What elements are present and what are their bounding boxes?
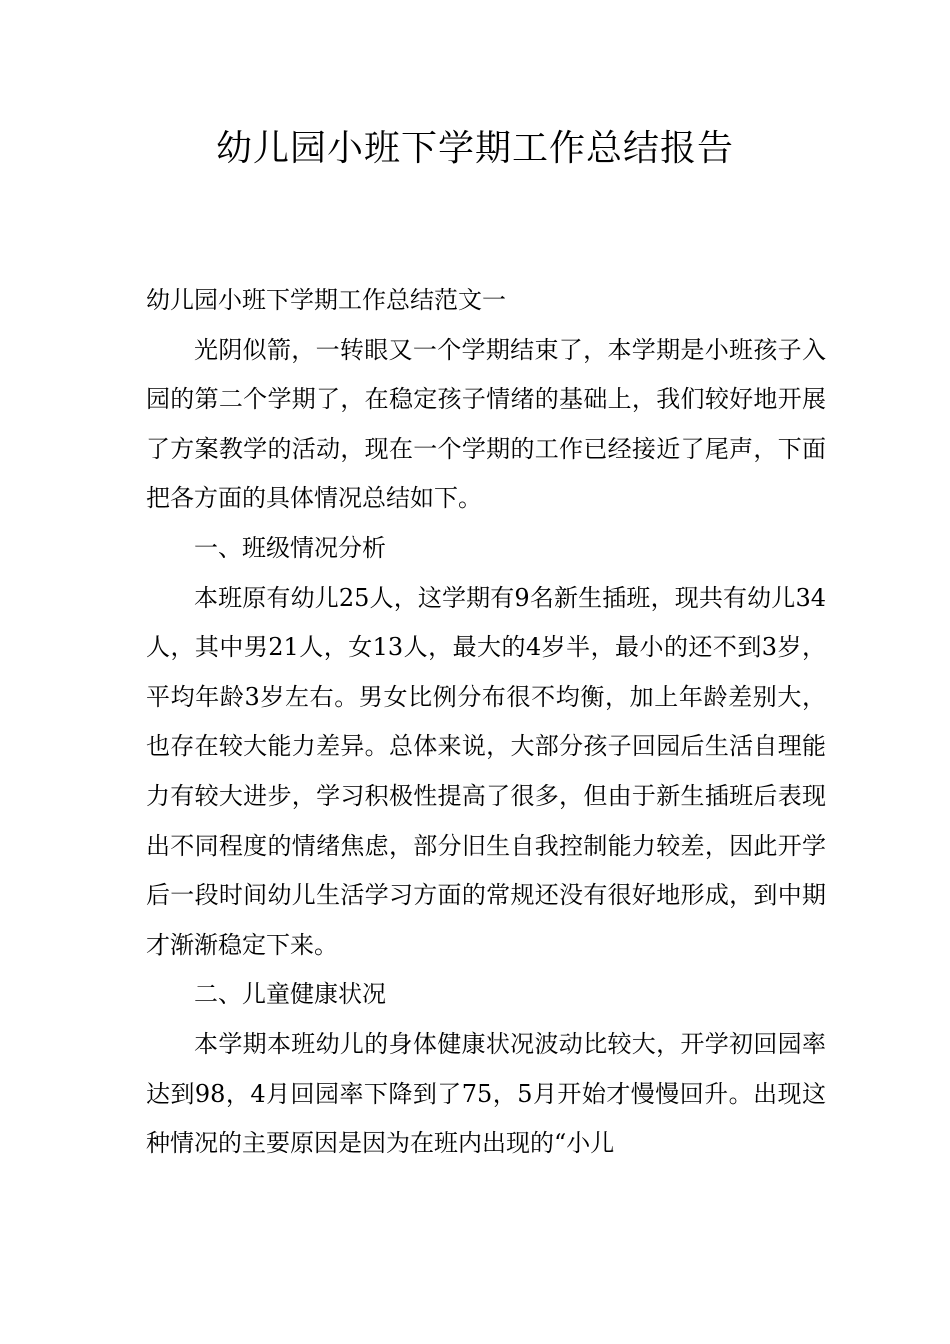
section-heading-health: 二、儿童健康状况 [194, 980, 386, 1009]
paragraph-health: 本学期本班幼儿的身体健康状况波动比较大，开学初回园率达到98，4月回园率下降到了75，5月开始才慢慢回升。出现这种情况的主要原因是因为在班内出现的“小儿 [146, 1029, 826, 1158]
paragraph-intro: 光阴似箭，一转眼又一个学期结束了，本学期是小班孩子入园的第二个学期了，在稳定孩子情绪的基础上，我们较好地开展了方案教学的活动，现在一个学期的工作已经接近了尾声，下面把各方面的具体情况总结如下。 [146, 335, 826, 513]
document-body [146, 276, 826, 1169]
section-subtitle: 幼儿园小班下学期工作总结范文一 [146, 286, 506, 314]
document-title: 幼儿园小班下学期工作总结报告 [215, 128, 734, 169]
paragraph-class-analysis: 本班原有幼儿25人，这学期有9名新生插班，现共有幼儿34人，其中男21人，女13人，最大的4岁半，最小的还不到3岁，平均年龄3岁左右。男女比例分布很不均衡，加上年龄差别大，也存在较大能力差异。总体来说，大部分孩子回园后生活自理能力有较大进步，学习积极性提高了很多，但由于新生插班后表现出不同程度的情绪焦虑，部分旧生自我控制能力较差，因此开学后一段时间幼儿生活学习方面的常规还没有很好地形成，到中期才渐渐稳定下来。 [146, 583, 826, 959]
section-heading-class-analysis: 一、班级情况分析 [194, 533, 386, 562]
